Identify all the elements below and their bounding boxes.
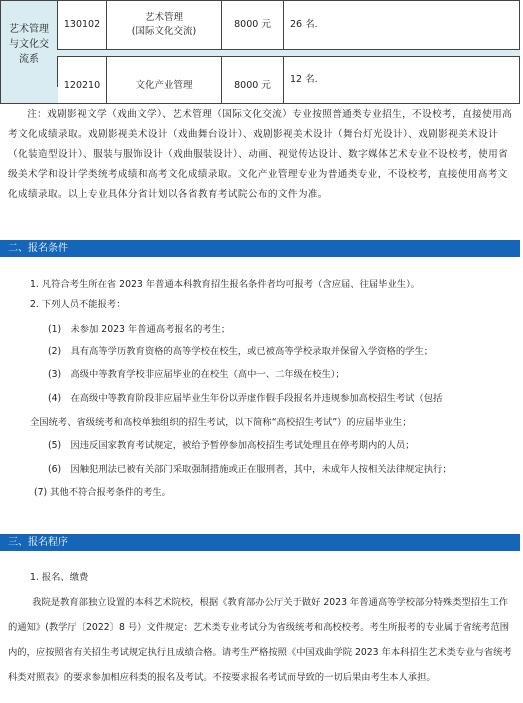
row2-code: 120210 [57, 56, 107, 104]
row1-code: 130102 [57, 0, 107, 50]
condition-subitem-2: (2) 具有高等学历教育资格的高等学校在校生，或已被高等学校录取并保留入学资格的学生； [48, 346, 434, 357]
majors-table [0, 0, 520, 104]
condition-subitem-4-cont: 全国统考、省级统考和高校单独组织的招生考试，以下简称“高校招生考试”）的应届毕业生； [30, 417, 412, 428]
section-header-conditions: 二、报名条件 [0, 240, 520, 257]
condition-subitem-7: (7) 其他不符合报考条件的考生。 [34, 487, 171, 498]
category-strip [0, 87, 58, 104]
procedure-paragraph: 我院是教育部独立设置的本科艺术院校，根据《教育部办公厅关于做好 2023 年普通高等学校部分特殊类型招生工作的通知》(教学厅〔2022〕8 号）文件规定：艺术类专业考试分为省级统考和高校校考。考生所报考的专业属于省统考范围内的，应按照省有关招生考试规定执行且成绩合格。请考生严格按照《中国戏曲学院 2023 年本科招生艺术类专业与省统考科类对照表》的要求参加相应科类的报名及考试。不按要求报名考试而导致的一切后果由考生本人承担。 [8, 597, 512, 683]
category-label: 艺术管理与文化交流系 [9, 24, 49, 65]
admission-note: 注：戏剧影视文学（戏曲文学）、艺术管理（国际文化交流）专业按照普通类专业招生，不设校考，直接使用高考文化成绩录取。戏剧影视美术设计（戏曲舞台设计）、戏剧影视美术设计（舞台灯光设计）、戏剧影视美术设计（化装造型设计）、服装与服饰设计（戏曲服装设计）、动画、视觉传达设计、数字媒体艺术专业不设校考，使用省级美术学和设计学类统考成绩和高考文化成绩录取。文化产业管理专业为普通类专业，不设校考，直接使用高考文化成绩录取。以上专业具体分省计划以各省教育考试院公布的文件为准。 [8, 109, 513, 200]
category-cell [0, 0, 58, 88]
condition-subitem-6: (6) 因触犯刑法已被有关部门采取强制措施或正在服刑者，其中，未成年人按相关法律规定执行； [48, 464, 452, 475]
condition-item-1: 1. 凡符合考生所在省 2023 年普通本科教育招生报名条件者均可报考（含应届、往届毕业生）。 [30, 279, 421, 290]
condition-subitem-3: (3) 高级中等教育学校非应届毕业的在校生（高中一、二年级在校生）； [48, 369, 345, 380]
condition-item-2: 2. 下列人员不能报考： [30, 299, 126, 310]
condition-subitem-5: (5) 因违反国家教育考试规定，被给予暂停参加高校招生考试处理且在停考期内的人员； [48, 440, 415, 451]
row1-major: 艺术管理 (国际文化交流) [106, 0, 222, 50]
procedure-subheading: 1. 报名、缴费 [30, 572, 89, 583]
row2-plan: 12 名. [283, 56, 520, 104]
row2-fee: 8000 元 [221, 56, 284, 104]
row1-plan: 26 名. [283, 0, 520, 50]
condition-subitem-1: (1) 未参加 2023 年普通高考报名的考生； [48, 324, 231, 335]
condition-subitem-4: (4) 在高级中等教育阶段非应届毕业生年份以弄虚作假手段报名并违规参加高校招生考试（包括 [48, 393, 443, 404]
row2-major: 文化产业管理 [106, 56, 222, 104]
section-header-procedure: 三、报名程序 [0, 534, 520, 551]
row1-fee: 8000 元 [221, 0, 284, 50]
